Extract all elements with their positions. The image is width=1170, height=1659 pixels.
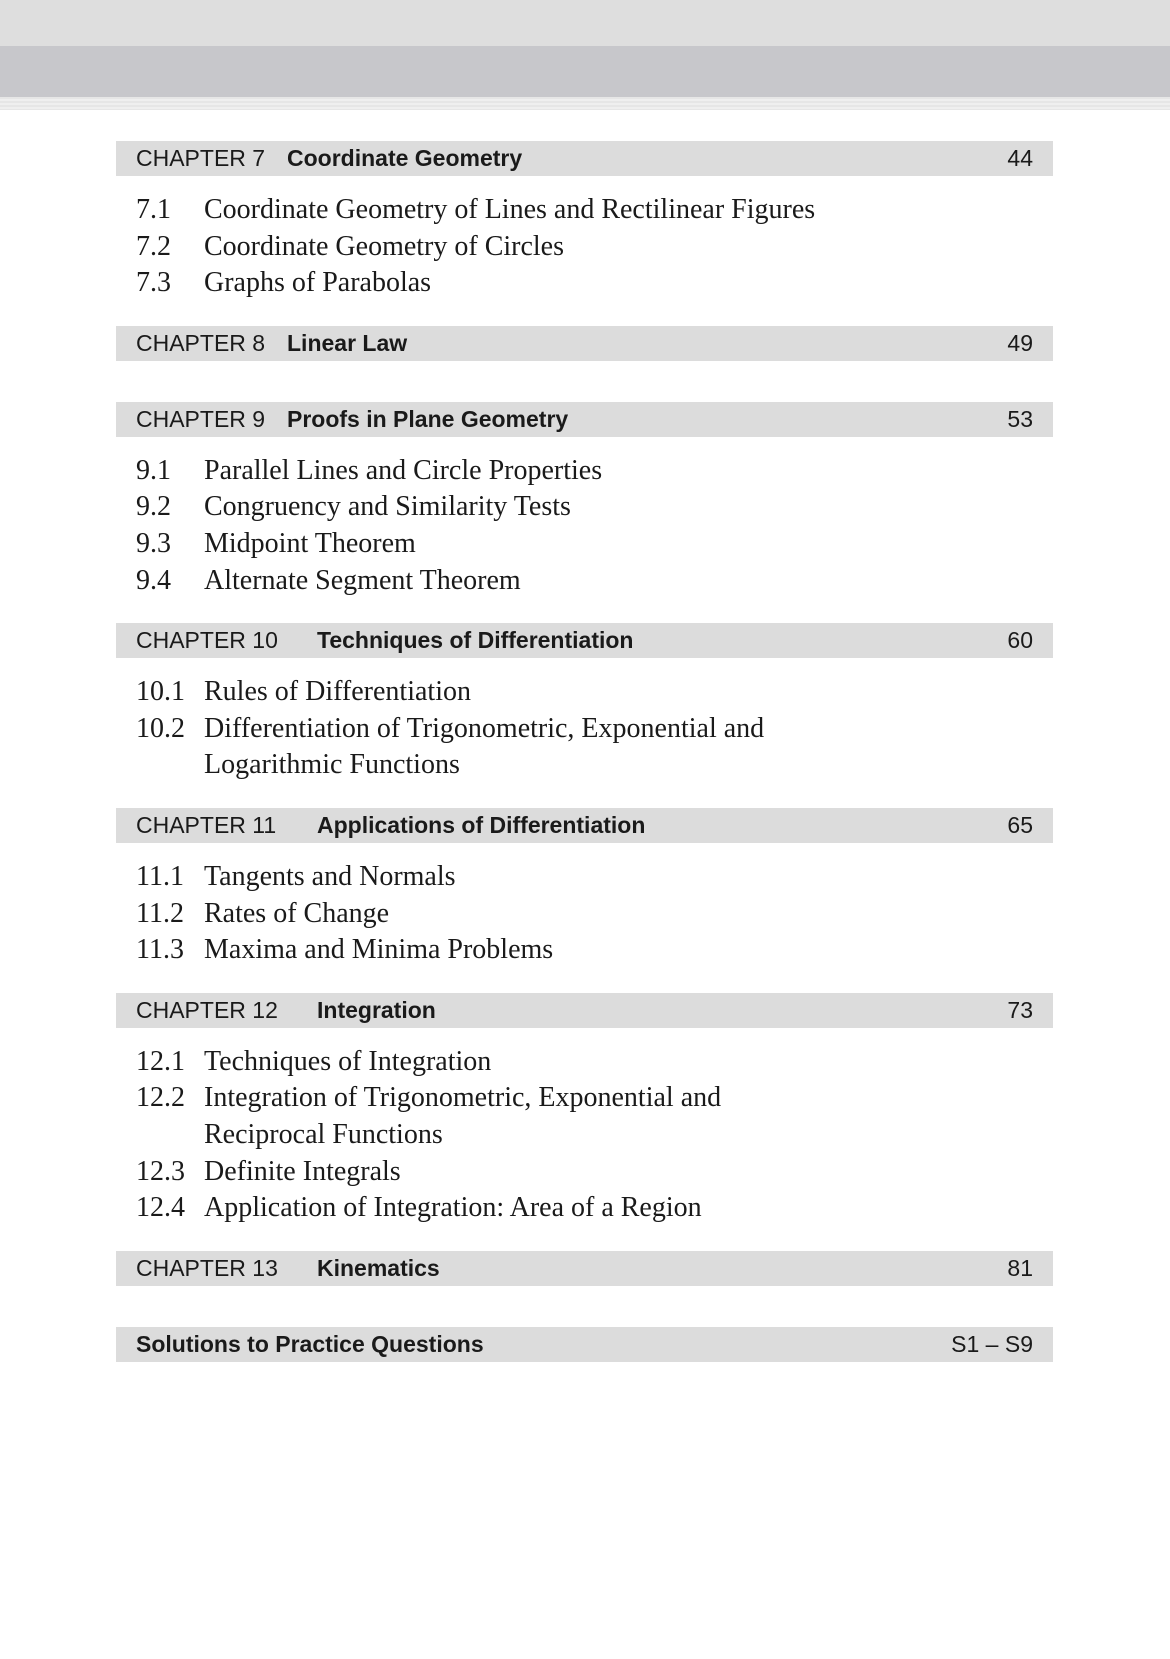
chapter-label: CHAPTER 9	[136, 405, 266, 432]
chapter-header[interactable]	[116, 326, 1053, 361]
chapter-title: Linear Law	[287, 329, 408, 356]
section-item[interactable]	[116, 859, 1053, 896]
section-title: Integration of Trigonometric, Exponential and	[204, 1082, 722, 1114]
solutions-header[interactable]	[116, 1327, 1053, 1362]
section-title: Definite Integrals	[204, 1155, 401, 1187]
header-band-dark	[0, 46, 1170, 97]
section-number: 11.3	[136, 934, 184, 966]
section-item[interactable]	[116, 1154, 1053, 1191]
section-item[interactable]	[116, 1044, 1053, 1081]
section-list	[116, 437, 1053, 623]
solutions-pages: S1 – S9	[951, 1330, 1033, 1357]
section-item[interactable]	[116, 711, 1053, 748]
section-title: Graphs of Parabolas	[204, 267, 432, 299]
chapter-page-number: 53	[1007, 405, 1033, 432]
section-item[interactable]	[116, 747, 1053, 784]
solutions-title: Solutions to Practice Questions	[136, 1330, 484, 1357]
section-number: 7.2	[136, 230, 171, 262]
section-item[interactable]	[116, 932, 1053, 969]
section-list	[116, 658, 1053, 808]
section-title: Coordinate Geometry of Lines and Rectilinear Figures	[204, 194, 816, 225]
chapter-page-number: 81	[1007, 1254, 1033, 1281]
section-item[interactable]	[116, 1080, 1053, 1117]
section-item[interactable]	[116, 453, 1053, 490]
chapter-header[interactable]	[116, 402, 1053, 437]
chapter-title: Coordinate Geometry	[287, 145, 523, 171]
chapter-header[interactable]	[116, 993, 1053, 1028]
section-title: Rates of Change	[204, 897, 390, 929]
chapter-title: Techniques of Differentiation	[317, 627, 634, 654]
chapter-label: CHAPTER 13	[136, 1254, 278, 1281]
section-number: 10.1	[136, 676, 185, 708]
header-band-light	[0, 0, 1170, 46]
section-number: 9.4	[136, 564, 171, 596]
section-number: 11.2	[136, 897, 184, 929]
section-title: Application of Integration: Area of a Region	[204, 1192, 702, 1224]
chapter-label: CHAPTER 11	[136, 811, 277, 838]
chapter-header[interactable]	[116, 623, 1053, 658]
section-title: Congruency and Similarity Tests	[204, 491, 571, 523]
section-number: 10.2	[136, 712, 185, 744]
chapter-title: Proofs in Plane Geometry	[287, 405, 569, 432]
section-number: 11.1	[136, 860, 184, 892]
section-number: 12.4	[136, 1192, 185, 1224]
section-number: 7.3	[136, 267, 171, 299]
chapter-title: Integration	[317, 996, 436, 1023]
chapter-page-number: 73	[1007, 996, 1033, 1023]
section-item[interactable]	[116, 1190, 1053, 1227]
section-title: Coordinate Geometry of Circles	[204, 230, 565, 262]
section-number: 7.1	[136, 194, 171, 225]
section-title: Parallel Lines and Circle Properties	[204, 454, 603, 486]
section-item[interactable]	[116, 526, 1053, 563]
chapter-page-number: 60	[1007, 627, 1033, 654]
section-item[interactable]	[116, 563, 1053, 600]
section-item[interactable]	[116, 1117, 1053, 1154]
chapter-label: CHAPTER 8	[136, 329, 266, 356]
section-title: Logarithmic Functions	[204, 749, 460, 781]
chapter-header[interactable]	[116, 1251, 1053, 1286]
section-title: Rules of Differentiation	[204, 676, 471, 708]
section-title: Maxima and Minima Problems	[204, 934, 554, 966]
section-number: 12.3	[136, 1155, 185, 1187]
header-band-stripes	[0, 97, 1170, 110]
section-number: 9.3	[136, 527, 171, 559]
spacer	[116, 1286, 1053, 1327]
section-title: Techniques of Integration	[204, 1045, 492, 1077]
section-list	[116, 176, 1053, 326]
section-list	[116, 1028, 1053, 1251]
section-item[interactable]	[116, 896, 1053, 933]
section-title: Tangents and Normals	[204, 860, 456, 892]
chapter-header[interactable]	[116, 808, 1053, 843]
table-of-contents	[116, 141, 1053, 1362]
section-title: Alternate Segment Theorem	[204, 564, 521, 596]
chapter-header[interactable]	[116, 141, 1053, 176]
section-number: 12.2	[136, 1082, 185, 1114]
section-number: 9.2	[136, 491, 171, 523]
section-item[interactable]	[116, 489, 1053, 526]
section-title: Midpoint Theorem	[204, 527, 416, 559]
section-list	[116, 843, 1053, 993]
section-title: Differentiation of Trigonometric, Exponential and	[204, 712, 765, 744]
chapter-page-number: 49	[1007, 329, 1033, 356]
chapter-label: CHAPTER 12	[136, 996, 278, 1023]
spacer	[116, 361, 1053, 402]
chapter-label: CHAPTER 7	[136, 145, 266, 171]
chapter-title: Kinematics	[317, 1254, 440, 1281]
chapter-page-number: 65	[1007, 811, 1033, 838]
section-item[interactable]	[116, 265, 1053, 302]
section-number: 12.1	[136, 1045, 185, 1077]
chapter-title: Applications of Differentiation	[317, 811, 646, 838]
chapter-page-number: 44	[1007, 145, 1033, 171]
section-number: 9.1	[136, 454, 171, 486]
chapter-label: CHAPTER 10	[136, 627, 278, 654]
section-item[interactable]	[116, 192, 1053, 229]
section-title: Reciprocal Functions	[204, 1118, 443, 1150]
section-item[interactable]	[116, 674, 1053, 711]
section-item[interactable]	[116, 229, 1053, 266]
